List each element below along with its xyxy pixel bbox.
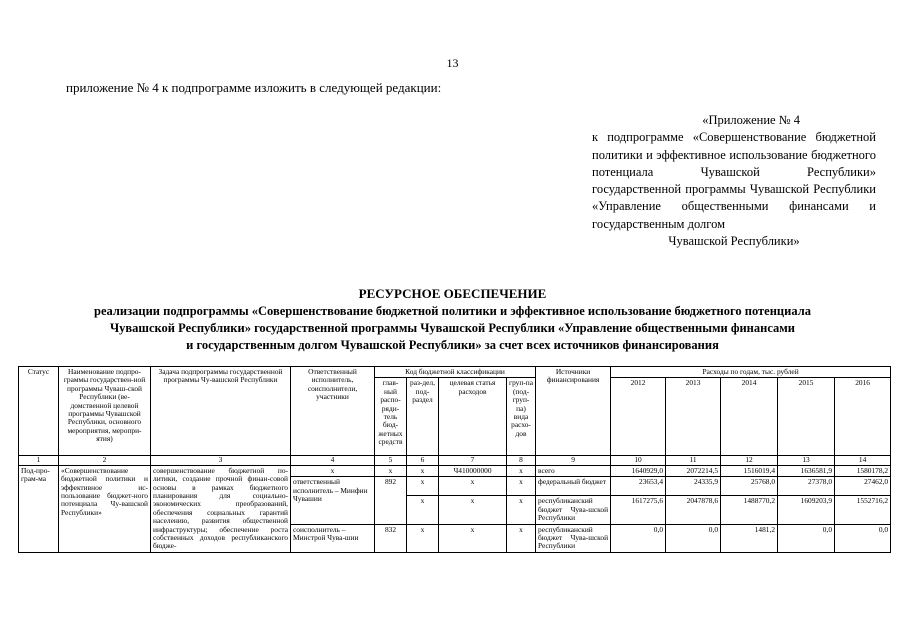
column-number: 5 xyxy=(375,456,407,465)
column-number: 10 xyxy=(611,456,666,465)
header-code-group: Код бюджетной классификации xyxy=(375,367,536,378)
value-cell: 1580178,2 xyxy=(835,465,891,476)
column-number: 8 xyxy=(507,456,536,465)
code-target-cell: Ч410000000 xyxy=(439,465,507,476)
value-cell: 1481,2 xyxy=(721,524,778,552)
value-cell: 24335,9 xyxy=(666,477,721,496)
column-number: 11 xyxy=(666,456,721,465)
header-task: Задача подпрограммы государственной программы Чу-вашской Республики xyxy=(151,367,291,456)
code-target-cell: x xyxy=(439,524,507,552)
value-cell: 23653,4 xyxy=(611,477,666,496)
header-year: 2012 xyxy=(611,378,666,456)
source-cell: республиканский бюджет Чува-шской Республики xyxy=(536,496,611,524)
status-cell: Под-про-грам-ма xyxy=(19,465,59,552)
value-cell: 25768,0 xyxy=(721,477,778,496)
header-code-target: целевая статья расходов xyxy=(439,378,507,456)
source-cell: всего xyxy=(536,465,611,476)
code-section-cell: x xyxy=(407,496,439,524)
header-responsible: Ответственный исполнитель, соисполнители, участники xyxy=(291,367,375,456)
header-status: Статус xyxy=(19,367,59,456)
value-cell: 0,0 xyxy=(666,524,721,552)
responsible-cell: ответственный исполнитель – Минфин Чувашии xyxy=(291,477,375,524)
responsible-cell: соисполнитель – Минстрой Чува-шии xyxy=(291,524,375,552)
responsible-cell: x xyxy=(291,465,375,476)
column-number: 13 xyxy=(778,456,835,465)
value-cell: 1617275,6 xyxy=(611,496,666,524)
page-number: 13 xyxy=(446,56,459,70)
column-number: 7 xyxy=(439,456,507,465)
column-number: 2 xyxy=(59,456,151,465)
value-cell: 0,0 xyxy=(835,524,891,552)
document-subtitle-line-2: Чувашской Республики» государственной программы Чувашской Республики «Управление общественными финансами xyxy=(109,321,795,335)
code-main-cell: x xyxy=(375,465,407,476)
value-cell: 2072214,5 xyxy=(666,465,721,476)
code-section-cell: x xyxy=(407,477,439,496)
column-number: 12 xyxy=(721,456,778,465)
column-number: 9 xyxy=(536,456,611,465)
column-number: 1 xyxy=(19,456,59,465)
resource-table xyxy=(18,366,891,553)
appendix-block xyxy=(592,112,876,250)
appendix-head: «Приложение № 4 xyxy=(702,113,800,127)
header-name: Наименование подпро-граммы государствен-ной программы Чуваш-ской Республики (ве-домственной целевой программы Чувашской Республики, основного мероприятия, меропри-ятия) xyxy=(59,367,151,456)
code-group-cell: x xyxy=(507,524,536,552)
header-year: 2015 xyxy=(778,378,835,456)
header-code-group-type: груп-па (под-груп-па) вида расхо-дов xyxy=(507,378,536,456)
document-subtitle-line-1: реализации подпрограммы «Совершенствование бюджетной политики и эффективное использование бюджетного потенциала xyxy=(94,304,811,318)
code-target-cell: x xyxy=(439,496,507,524)
document-title: РЕСУРСНОЕ ОБЕСПЕЧЕНИЕ xyxy=(358,286,547,301)
code-group-cell: x xyxy=(507,496,536,524)
source-cell: федеральный бюджет xyxy=(536,477,611,496)
code-target-cell: x xyxy=(439,477,507,496)
column-number: 14 xyxy=(835,456,891,465)
column-number: 3 xyxy=(151,456,291,465)
code-group-cell: x xyxy=(507,465,536,476)
value-cell: 0,0 xyxy=(611,524,666,552)
value-cell: 2047878,6 xyxy=(666,496,721,524)
column-number: 6 xyxy=(407,456,439,465)
appendix-body: к подпрограмме «Совершенствование бюджетной политики и эффективное использование бюджетного потенциала Чувашской Республики» государственной программы Чувашской Республики «Управление общественными финансами и государственным долгом xyxy=(592,130,876,231)
header-year: 2016 xyxy=(835,378,891,456)
value-cell: 1552716,2 xyxy=(835,496,891,524)
code-main-cell: 892 xyxy=(375,477,407,524)
value-cell: 1516019,4 xyxy=(721,465,778,476)
value-cell: 27462,0 xyxy=(835,477,891,496)
header-expenses: Расходы по годам, тыс. рублей xyxy=(611,367,891,378)
task-cell: совершенствование бюджетной по-литики, создание прочной финан-совой основы в рамках бюджетного планирования для социально-экономических преобразований, обеспечения социальных гарантий населению, развития общественной инфраструктуры; обеспечение роста собственных доходов республиканского бюдже- xyxy=(151,465,291,552)
code-main-cell: 832 xyxy=(375,524,407,552)
document-subtitle-line-3: и государственным долгом Чувашской Республики» за счет всех источников финансирования xyxy=(186,338,719,352)
header-sources: Источники финансирования xyxy=(536,367,611,456)
column-number: 4 xyxy=(291,456,375,465)
header-code-section: раз-дел, под-раздел xyxy=(407,378,439,456)
value-cell: 1609203,9 xyxy=(778,496,835,524)
value-cell: 1488770,2 xyxy=(721,496,778,524)
appendix-tail: Чувашской Республики» xyxy=(668,234,800,249)
source-cell: республиканский бюджет Чува-шской Республики xyxy=(536,524,611,552)
header-code-main: глав-ный распо-ряди-тель бюд-жетных средств xyxy=(375,378,407,456)
code-group-cell: x xyxy=(507,477,536,496)
value-cell: 1640929,0 xyxy=(611,465,666,476)
value-cell: 27378,0 xyxy=(778,477,835,496)
subprogram-name-cell: «Совершенствование бюджетной политики и эффективное ис-пользование бюджет-ного потенциала Чу-вашской Республики» xyxy=(59,465,151,552)
header-year: 2014 xyxy=(721,378,778,456)
value-cell: 0,0 xyxy=(778,524,835,552)
intro-text: приложение № 4 к подпрограмме изложить в следующей редакции: xyxy=(66,80,442,95)
code-section-cell: x xyxy=(407,465,439,476)
header-year: 2013 xyxy=(666,378,721,456)
value-cell: 1636581,9 xyxy=(778,465,835,476)
code-section-cell: x xyxy=(407,524,439,552)
